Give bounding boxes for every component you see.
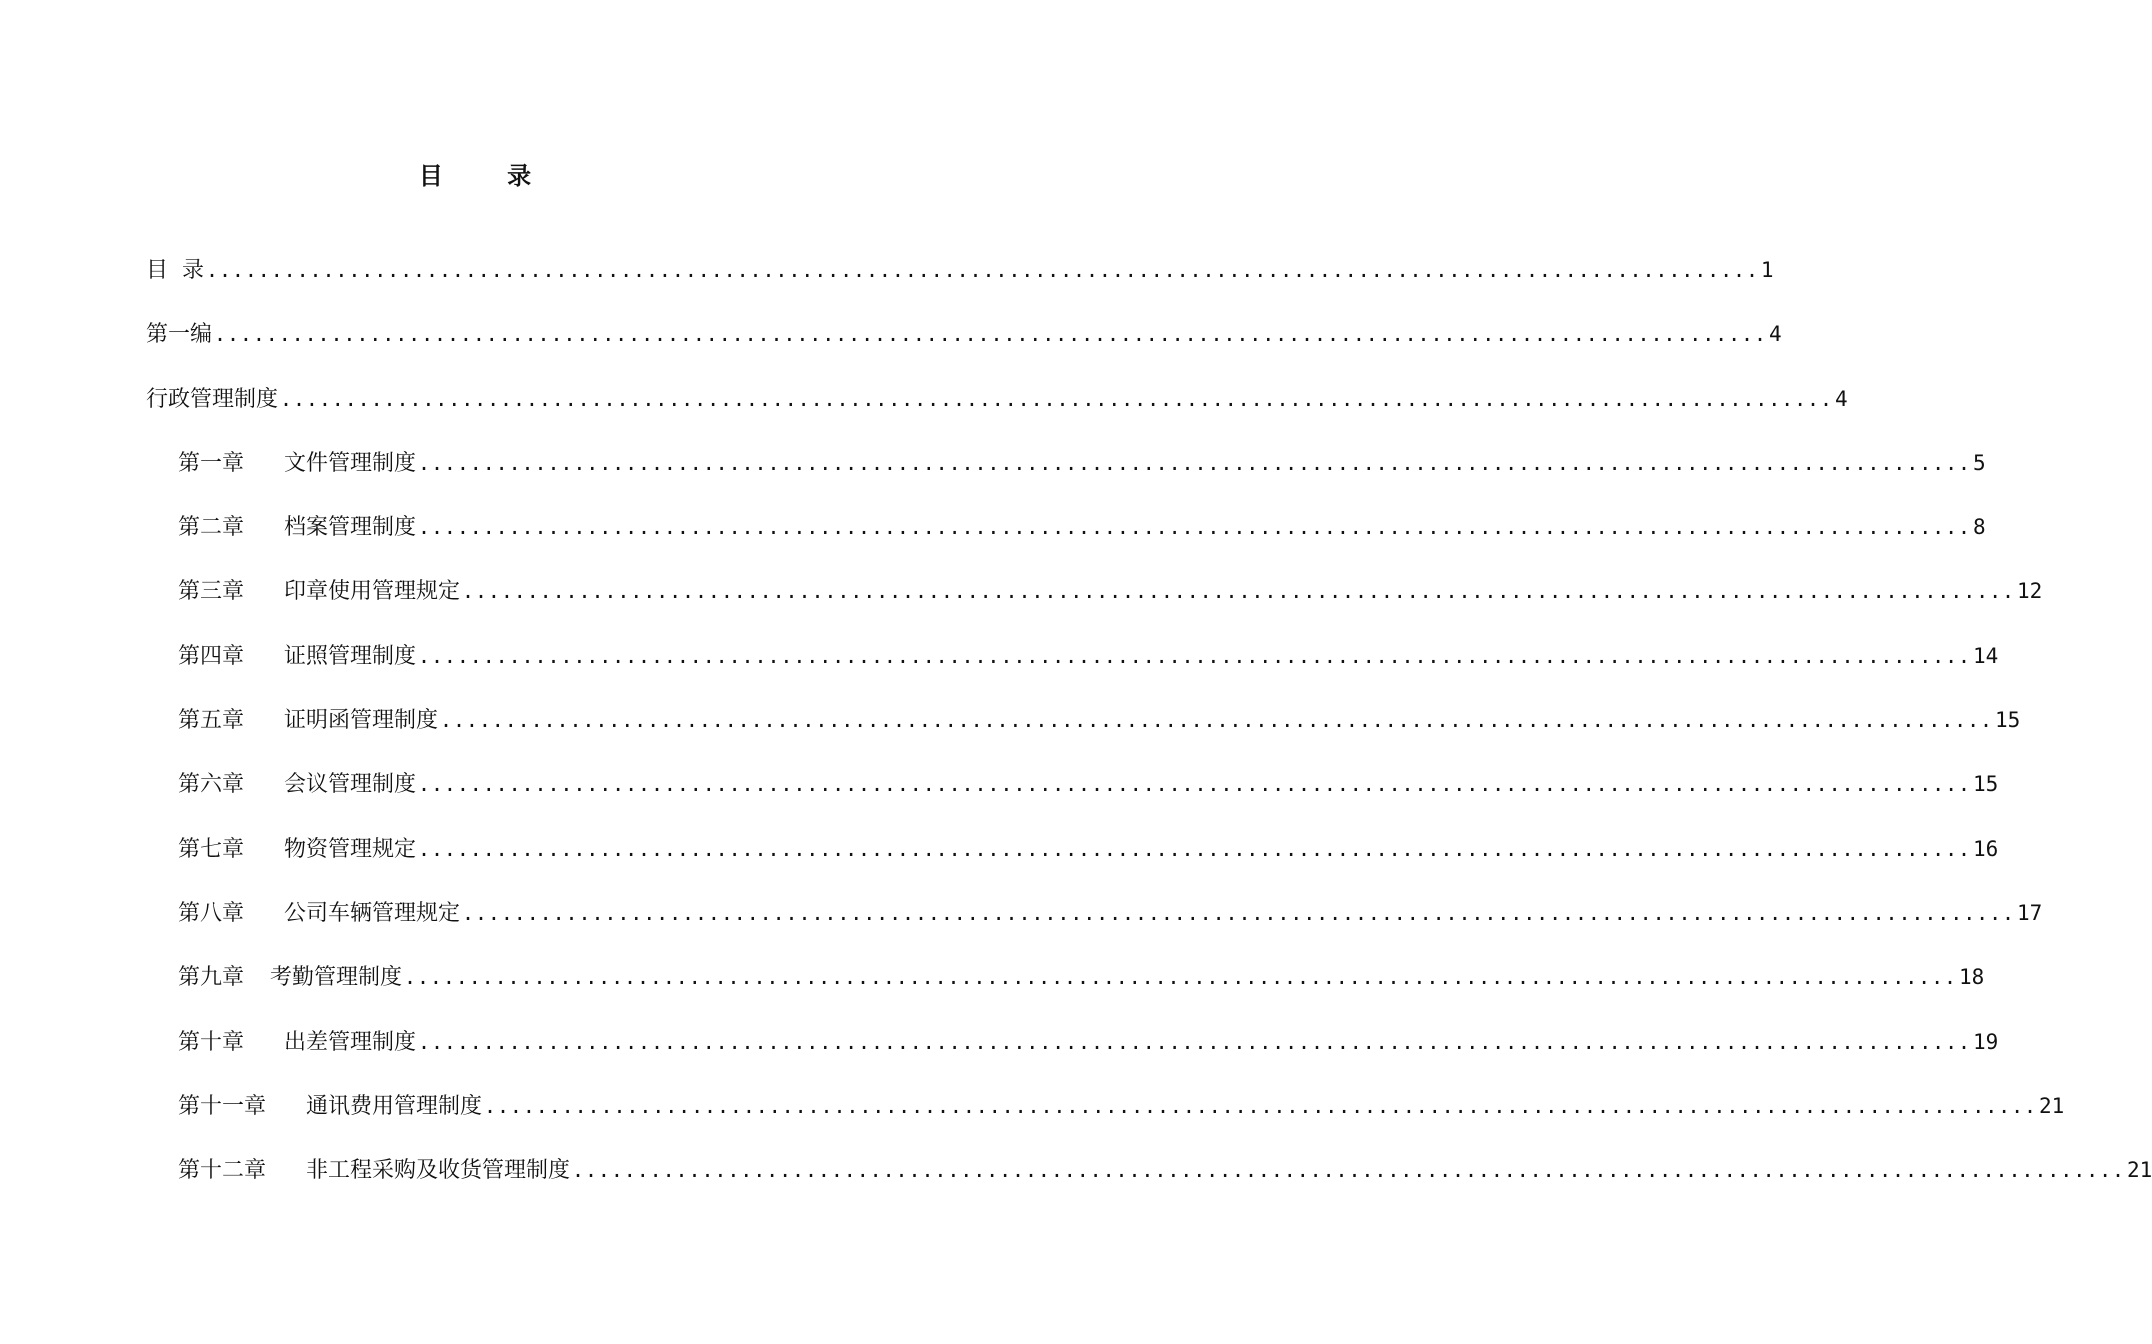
toc-page-number: 16: [1972, 836, 1999, 861]
toc-entry-title: 物资管理规定: [284, 836, 417, 862]
toc-page-number: 4: [1834, 386, 1848, 411]
toc-entry-title: 会议管理制度: [284, 772, 417, 798]
toc-chapter-number: 第九章: [178, 965, 245, 991]
toc-leader-dots: ........................................................................................................................: [206, 258, 1759, 282]
toc-entry-title: 印章使用管理规定: [284, 579, 461, 605]
toc-page-number: 18: [1958, 965, 1985, 990]
toc-entry[interactable]: [146, 700, 2021, 764]
toc-page-number: 5: [1972, 450, 1986, 475]
toc-chapter-number: 第四章: [178, 643, 245, 669]
toc-leader-dots: ........................................................................................................................: [404, 965, 1957, 990]
toc-page-number: 12: [2016, 579, 2043, 604]
toc-entry-title: 通讯费用管理制度: [306, 1093, 483, 1119]
toc-entry[interactable]: [146, 1086, 2065, 1150]
toc-chapter-number: 第十二章: [178, 1158, 267, 1184]
toc-leader-dots: ........................................................................................................................: [418, 515, 1971, 540]
toc-leader-dots: ........................................................................................................................: [484, 1093, 2037, 1118]
toc-entry[interactable]: [146, 507, 1986, 571]
toc-page-number: 15: [1972, 772, 1999, 797]
toc-entry[interactable]: [146, 893, 2043, 957]
toc-chapter-number: 第十一章: [178, 1093, 267, 1119]
toc-entry-title: 文件管理制度: [284, 450, 417, 476]
toc-page-number: 4: [1768, 322, 1782, 347]
toc-entry-title: 行政管理制度: [146, 386, 279, 412]
toc-entry[interactable]: [146, 1022, 1999, 1086]
toc-entry-title: 考勤管理制度: [270, 965, 403, 991]
toc-entry[interactable]: [146, 1150, 2152, 1214]
toc-chapter-number: 第三章: [178, 579, 245, 605]
toc-leader-dots: ........................................................................................................................: [462, 900, 2015, 925]
toc-entry[interactable]: [146, 764, 1999, 828]
toc-entry[interactable]: [146, 250, 1774, 314]
toc-entry[interactable]: [146, 636, 1999, 700]
toc-chapter-number: 第五章: [178, 708, 245, 734]
table-of-contents: [146, 250, 2152, 1214]
page-title: 目 录: [418, 161, 560, 190]
toc-chapter-number: 第二章: [178, 515, 245, 541]
toc-chapter-number: 第十章: [178, 1029, 245, 1055]
toc-entry-title: 出差管理制度: [284, 1029, 417, 1055]
toc-leader-dots: ........................................................................................................................: [572, 1158, 2125, 1183]
toc-entry[interactable]: [146, 443, 1986, 507]
toc-chapter-number: 第六章: [178, 772, 245, 798]
toc-chapter-number: 第一章: [178, 450, 245, 476]
toc-leader-dots: ........................................................................................................................: [418, 836, 1971, 861]
toc-leader-dots: ........................................................................................................................: [440, 708, 1993, 733]
toc-leader-dots: ........................................................................................................................: [418, 643, 1971, 668]
toc-page-number: 21: [2126, 1158, 2152, 1183]
toc-page-number: 17: [2016, 900, 2043, 925]
toc-entry[interactable]: [146, 957, 1985, 1021]
toc-entry-title: 证照管理制度: [284, 643, 417, 669]
toc-entry[interactable]: [146, 829, 1999, 893]
toc-chapter-number: 第七章: [178, 836, 245, 862]
toc-entry-title: 非工程采购及收货管理制度: [306, 1158, 571, 1184]
toc-leader-dots: ........................................................................................................................: [418, 450, 1971, 475]
toc-entry-title: 档案管理制度: [284, 515, 417, 541]
toc-leader-dots: ........................................................................................................................: [462, 579, 2015, 604]
toc-page-number: 19: [1972, 1029, 1999, 1054]
toc-entry[interactable]: [146, 314, 1782, 378]
toc-entry[interactable]: [146, 571, 2043, 635]
toc-leader-dots: ........................................................................................................................: [214, 322, 1767, 347]
toc-leader-dots: ........................................................................................................................: [280, 386, 1833, 411]
toc-page-number: 14: [1972, 643, 1999, 668]
toc-entry[interactable]: [146, 379, 1848, 443]
toc-entry-title: 公司车辆管理规定: [284, 900, 461, 926]
toc-page-number: 21: [2038, 1093, 2065, 1118]
toc-leader-dots: ........................................................................................................................: [418, 772, 1971, 797]
toc-page-number: 8: [1972, 515, 1986, 540]
toc-chapter-number: 第八章: [178, 900, 245, 926]
toc-leader-dots: ........................................................................................................................: [418, 1029, 1971, 1054]
toc-page-number: 15: [1994, 708, 2021, 733]
toc-entry-title: 目 录: [146, 258, 204, 283]
toc-page-number: 1: [1760, 258, 1774, 282]
toc-entry-title: 证明函管理制度: [284, 708, 439, 734]
toc-entry-title: 第一编: [146, 322, 213, 348]
